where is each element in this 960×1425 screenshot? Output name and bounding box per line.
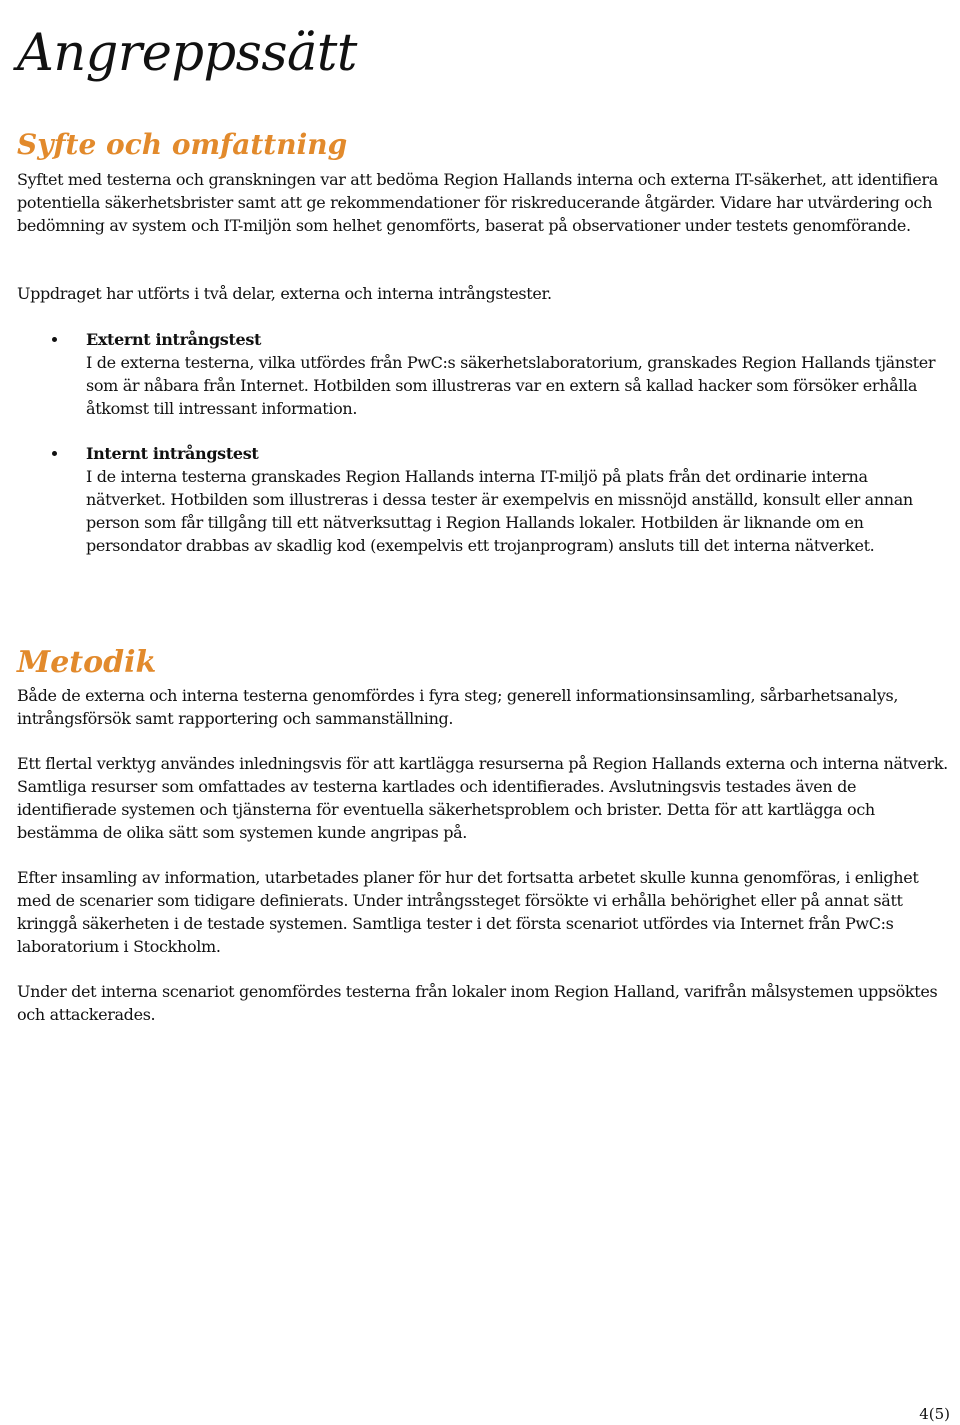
metodik-paragraph: Efter insamling av information, utarbetades planer för hur det fortsatta arbetet skulle kunna genomföras, i enlighet med de scenarier som tidigare definierats. Under intrångssteget försökte vi erhålla behörighet eller på annat sätt kringgå säkerheten i de testade systemen. Samtliga tester i det första scenariot utfördes via Internet från PwC:s laboratorium i Stockholm. xyxy=(17,868,919,956)
bullet-text: I de interna testerna granskades Region Hallands interna IT-miljö på plats från det ordinarie interna nätverket. Hotbilden som illustreras i dessa tester är exempelvis en missnöjd anställd, konsult eller annan person som får tillgång till ett nätverksuttag i Region Hallands lokaler. Hotbilden är liknande om en persondator drabbas av skadlig kod (exempelvis ett trojanprogram) ansluts till det interna nätverket. xyxy=(86,467,913,555)
bullet-text: I de externa testerna, vilka utfördes från PwC:s säkerhetslaboratorium, granskades Region Hallands tjänster som är nåbara från Internet. Hotbilden som illustreras var en extern så kallad hacker som försöker erhålla åtkomst till intressant information. xyxy=(86,353,936,418)
metodik-paragraph: Ett flertal verktyg användes inledningsvis för att kartlägga resurserna på Region Hallands externa och interna nätverk. Samtliga resurser som omfattades av testerna kartlades och identifierades. Avslutningsvis testades även de identifierade systemen och tjänsterna för eventuella säkerhetsproblem och brister. Detta för att kartlägga och bestämma de olika sätt som systemen kunde angripas på. xyxy=(17,754,948,842)
bullet-icon xyxy=(52,337,57,342)
syfte-paragraph: Syftet med testerna och granskningen var att bedöma Region Hallands interna och externa IT-säkerhet, att identifiera potentiella säkerhetsbrister samt att ge rekommendationer för riskreducerande åtgärder. Vidare har utvärdering och bedömning av system och IT-miljön som helhet genomförts, baserat på observationer under testets genomförande. xyxy=(17,170,938,235)
metodik-paragraph: Under det interna scenariot genomfördes testerna från lokaler inom Region Halland, varifrån målsystemen uppsöktes och attackerades. xyxy=(17,982,938,1024)
metodik-paragraph: Både de externa och interna testerna genomfördes i fyra steg; generell informationsinsamling, sårbarhetsanalys, intrångsförsök samt rapportering och sammanställning. xyxy=(17,686,899,728)
section-heading-metodik: Metodik xyxy=(17,645,157,680)
page-number: 4(5) xyxy=(919,1405,950,1423)
bullet-icon xyxy=(52,451,57,456)
page-title: Angreppssätt xyxy=(17,24,357,83)
bullet-title: Externt intrångstest xyxy=(86,330,262,349)
section-heading-syfte: Syfte och omfattning xyxy=(17,128,348,161)
scope-paragraph: Uppdraget har utförts i två delar, externa och interna intrångstester. xyxy=(17,284,552,303)
bullet-title: Internt intrångstest xyxy=(86,444,259,463)
